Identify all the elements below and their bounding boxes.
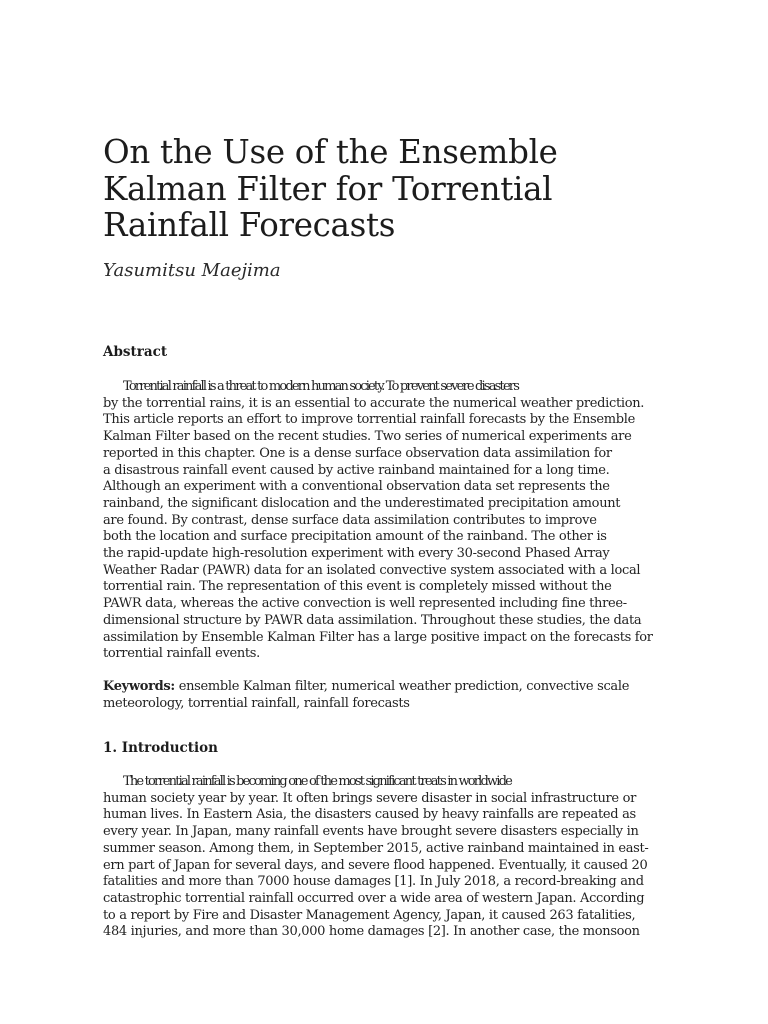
keywords-line (103, 679, 663, 696)
introduction-line: fatalities and more than 7000 house damages [1]. In July 2018, a record-breaking and (103, 874, 644, 890)
introduction-line: summer season. Among them, in September 2015, active rainband maintained in east- (103, 840, 649, 856)
abstract-line: Weather Radar (PAWR) data for an isolated convective system associated with a local (103, 562, 641, 578)
abstract-line: both the location and surface precipitation amount of the rainband. The other is (103, 529, 607, 545)
title-line: Rainfall Forecasts (103, 206, 396, 244)
introduction-body (103, 774, 663, 941)
abstract-line: by the torrential rains, it is an essential to accurate the numerical weather prediction. (103, 395, 645, 411)
introduction-heading: 1. Introduction (103, 740, 218, 756)
abstract-heading: Abstract (103, 344, 168, 360)
abstract-line: PAWR data, whereas the active convection is well represented including fine three- (103, 596, 627, 612)
abstract-line: Torrential rainfall is a threat to modern human society. To prevent severe disasters (123, 379, 519, 394)
introduction-line: 484 injuries, and more than 30,000 home damages [2]. In another case, the monsoon (103, 924, 640, 940)
introduction-line: human lives. In Eastern Asia, the disasters caused by heavy rainfalls are repeated as (103, 807, 636, 823)
abstract-line: Although an experiment with a conventional observation data set represents the (103, 479, 610, 495)
abstract-line: torrential rain. The representation of this event is completely missed without the (103, 579, 612, 595)
abstract-line: are found. By contrast, dense surface data assimilation contributes to improve (103, 512, 597, 528)
keywords-text: ensemble Kalman filter, numerical weather prediction, convective scale (174, 679, 630, 694)
abstract-body (103, 379, 663, 663)
keywords-line: meteorology, torrential rainfall, rainfall forecasts (103, 695, 410, 711)
abstract-line: dimensional structure by PAWR data assimilation. Throughout these studies, the data (103, 612, 642, 628)
paper-title (103, 134, 663, 244)
abstract-line: reported in this chapter. One is a dense surface observation data assimilation for (103, 445, 612, 461)
title-line: On the Use of the Ensemble (103, 133, 558, 171)
introduction-line: every year. In Japan, many rainfall events have brought severe disasters especially in (103, 824, 639, 840)
abstract-line: the rapid-update high-resolution experiment with every 30-second Phased Array (103, 546, 610, 562)
abstract-line: rainband, the significant dislocation and the underestimated precipitation amount (103, 495, 621, 511)
keywords-block (103, 679, 663, 712)
abstract-line: Kalman Filter based on the recent studies. Two series of numerical experiments are (103, 429, 632, 445)
introduction-line: The torrential rainfall is becoming one of the most significant treats in worldwide (123, 774, 512, 789)
introduction-line: human society year by year. It often brings severe disaster in social infrastructure or (103, 790, 637, 806)
introduction-line: catastrophic torrential rainfall occurred over a wide area of western Japan. According (103, 890, 645, 906)
abstract-line: assimilation by Ensemble Kalman Filter has a large positive impact on the forecasts for (103, 629, 653, 645)
abstract-line: This article reports an effort to improve torrential rainfall forecasts by the Ensemble (103, 412, 635, 428)
keywords-label: Keywords: (103, 679, 175, 694)
introduction-line: to a report by Fire and Disaster Management Agency, Japan, it caused 263 fatalities, (103, 907, 636, 923)
author-name: Yasumitsu Maejima (103, 260, 281, 281)
title-line: Kalman Filter for Torrential (103, 169, 553, 208)
abstract-line: torrential rainfall events. (103, 646, 260, 662)
abstract-line: a disastrous rainfall event caused by active rainband maintained for a long time. (103, 462, 610, 478)
introduction-line: ern part of Japan for several days, and severe flood happened. Eventually, it caused 20 (103, 857, 648, 873)
